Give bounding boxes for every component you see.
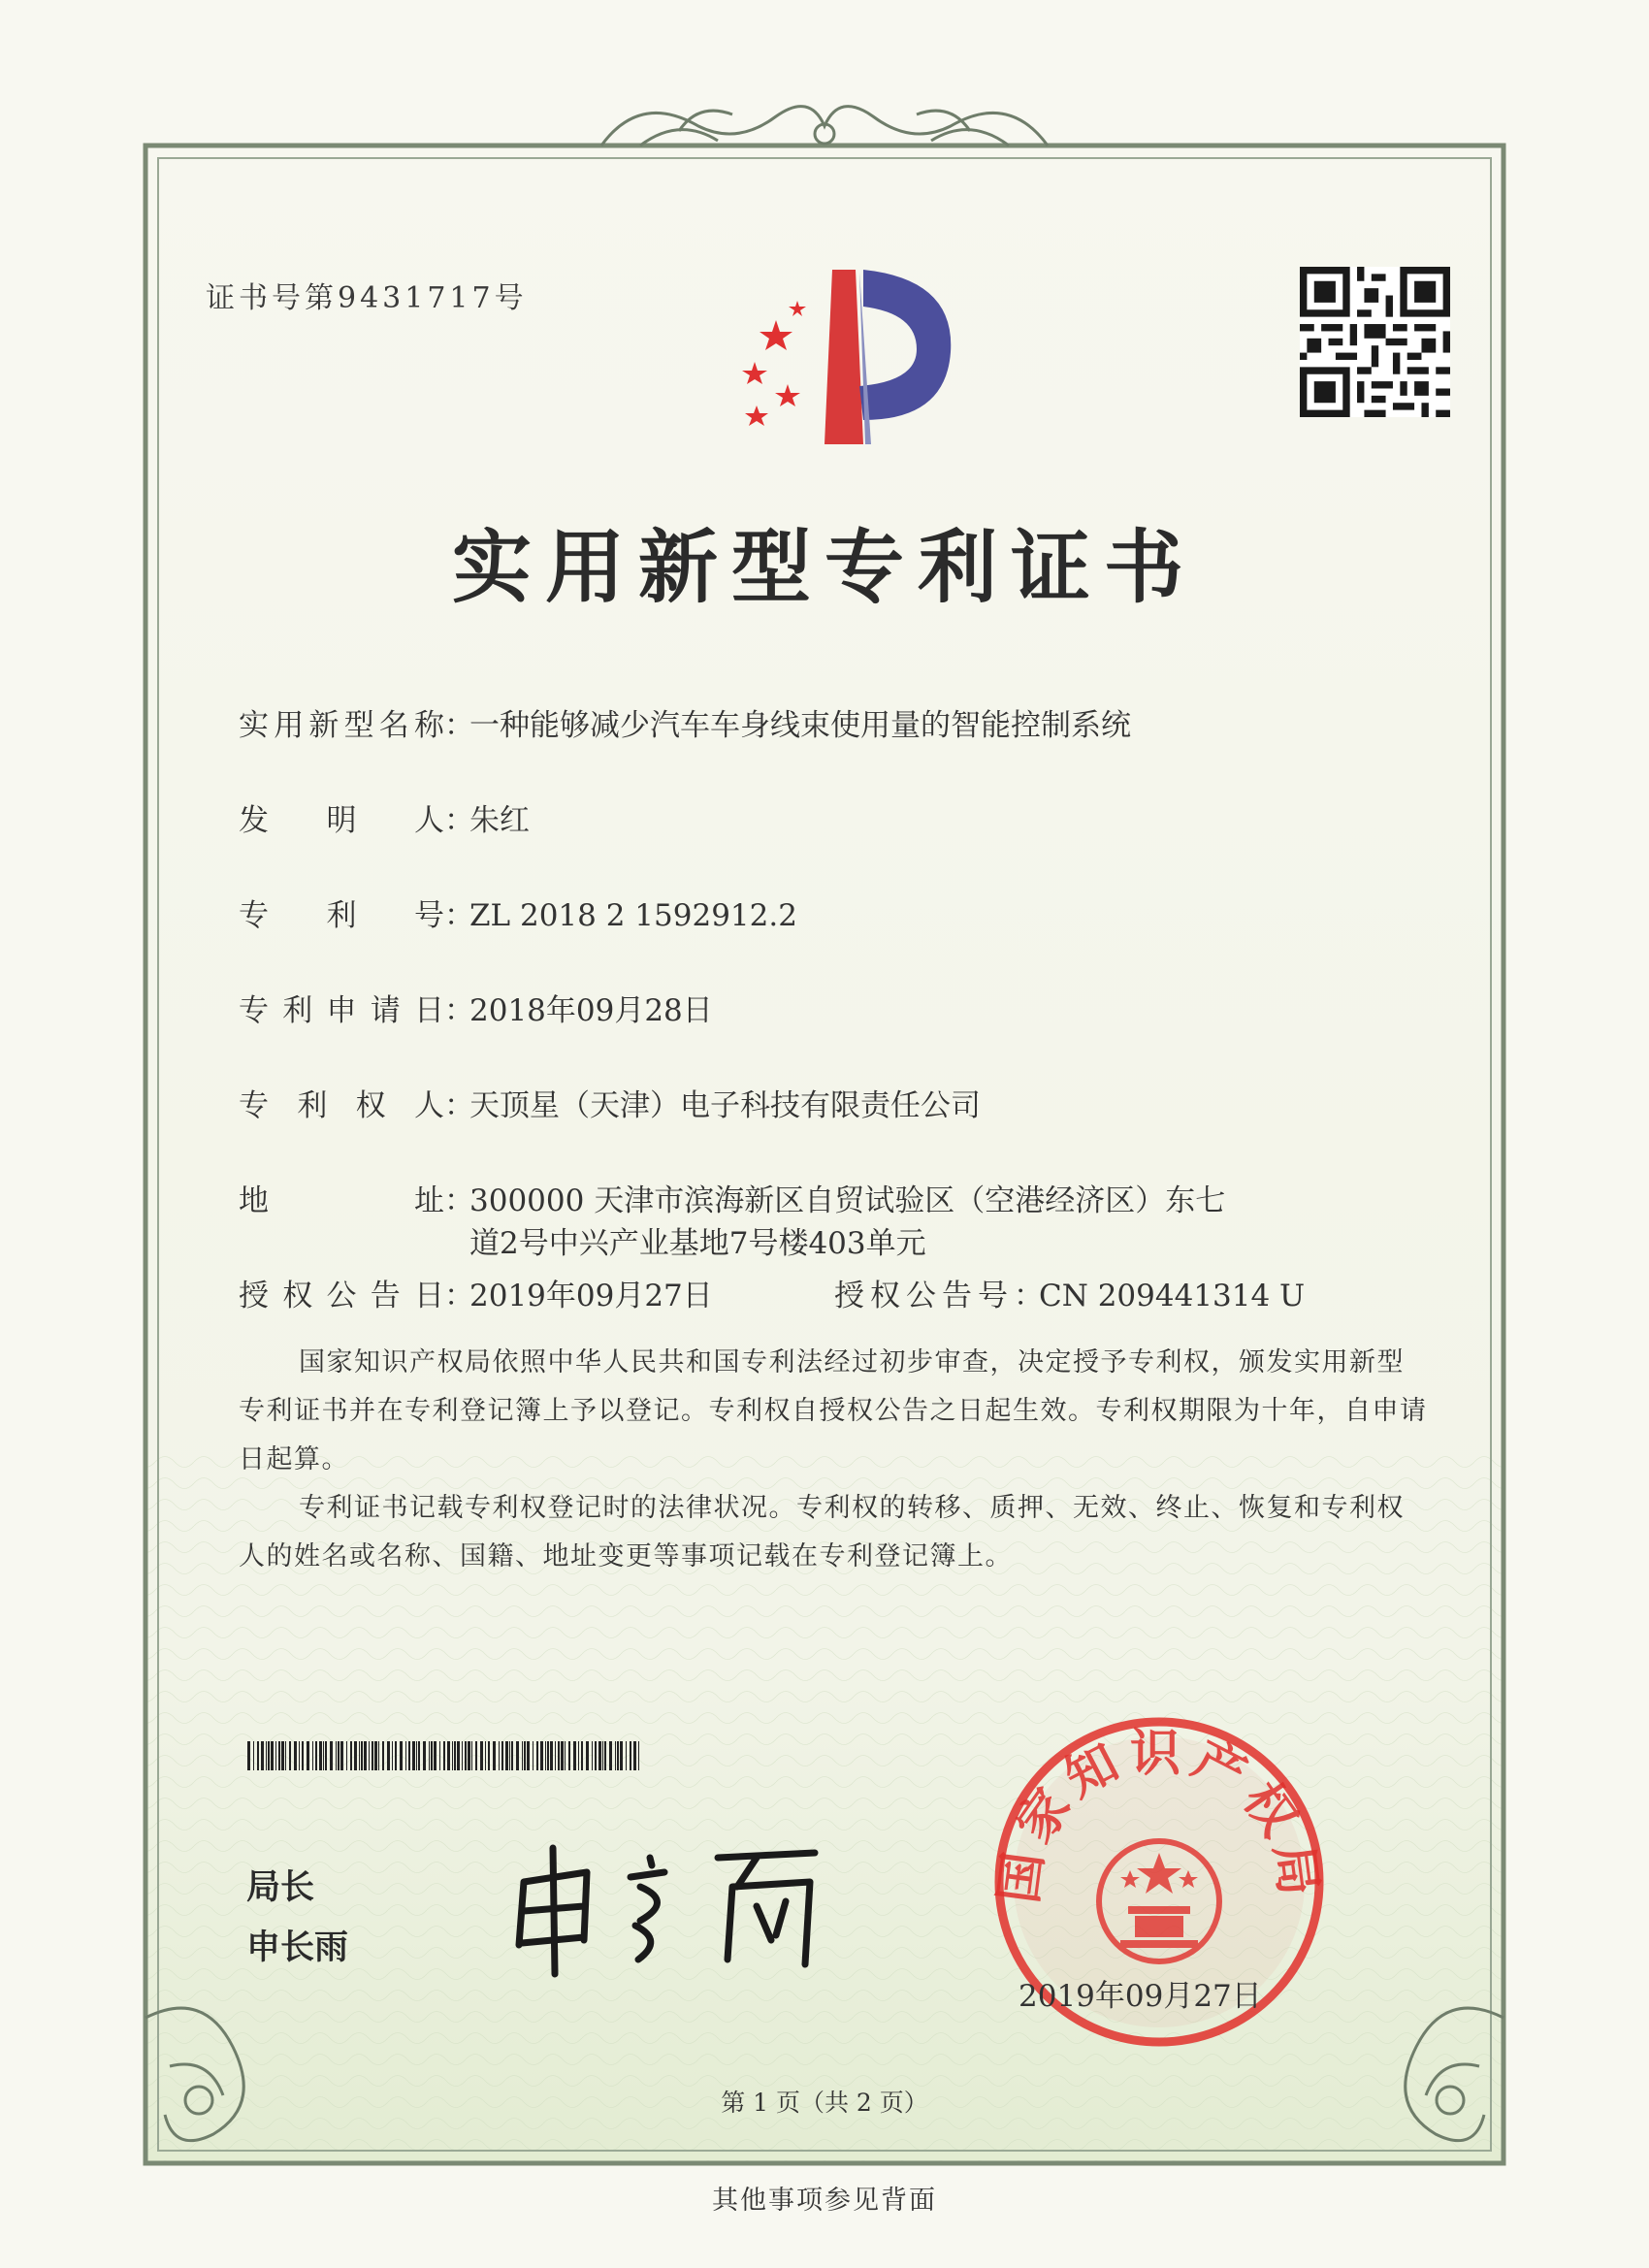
field-label: 授权公告日 [239, 1279, 444, 1313]
certificate-title: 实用新型专利证书 [451, 521, 1197, 614]
cnipa-logo-icon [718, 260, 960, 454]
seal-text: 国家知识产权局 [989, 1725, 1329, 1907]
page-number: 第 1 页（共 2 页） [721, 2089, 928, 2117]
field-utility-model-name: 实用新型名称：一种能够减少汽车车身线束使用量的智能控制系统 [239, 700, 1131, 744]
field-label: 专利号 [239, 898, 444, 933]
grant-statement: 国家知识产权局依照中华人民共和国专利法经过初步审查，决定授予专利权，颁发实用新型专利证书并在专利登记簿上予以登记。专利权自授权公告之日起生效。专利权期限为十年，自申请日起算。 [239, 1347, 1428, 1474]
back-side-note: 其他事项参见背面 [712, 2186, 937, 2216]
field-address-line2: 道2号中兴产业基地7号楼403单元 [469, 1226, 926, 1261]
director-signature [495, 1829, 863, 1984]
field-value: 2018年09月28日 [469, 993, 713, 1028]
field-label: 专利申请日 [239, 993, 444, 1028]
field-value: 300000 天津市滨海新区自贸试验区（空港经济区）东七 [469, 1183, 1226, 1218]
field-address: 地址：300000 天津市滨海新区自贸试验区（空港经济区）东七 [239, 1176, 1225, 1219]
director-title: 局长 [246, 1868, 315, 1907]
barcode-icon [247, 1741, 645, 1770]
field-value: ZL 2018 2 1592912.2 [469, 898, 797, 933]
field-inventor: 发明人：朱红 [239, 795, 530, 839]
field-value: 2019年09月27日 [469, 1279, 713, 1313]
field-value: 朱红 [469, 803, 530, 838]
legal-status-note: 专利证书记载专利权登记时的法律状况。专利权的转移、质押、无效、终止、恢复和专利权人的姓名或名称、国籍、地址变更等事项记载在专利登记簿上。 [239, 1493, 1405, 1571]
field-value: 一种能够减少汽车车身线束使用量的智能控制系统 [469, 708, 1131, 743]
field-patentee: 专利权人：天顶星（天津）电子科技有限责任公司 [239, 1081, 981, 1124]
field-value: CN 209441314 U [1039, 1279, 1306, 1313]
field-grant-number: 授权公告号：CN 209441314 U [834, 1279, 1306, 1313]
field-label: 授权公告号 [834, 1279, 1014, 1313]
director-name: 申长雨 [246, 1928, 349, 1967]
field-value: 天顶星（天津）电子科技有限责任公司 [469, 1088, 981, 1123]
field-application-date: 专利申请日：2018年09月28日 [239, 986, 713, 1029]
certificate-serial: 证书号第9431717号 [206, 281, 528, 315]
qr-code-icon [1300, 267, 1450, 417]
field-patent-number: 专利号：ZL 2018 2 1592912.2 [239, 891, 797, 934]
field-label: 发明人 [239, 803, 444, 838]
seal-date: 2019年09月27日 [1018, 1979, 1262, 2014]
field-label: 地址 [239, 1183, 444, 1218]
field-label: 专利权人 [239, 1088, 444, 1123]
field-grant-date: 授权公告日：2019年09月27日 [239, 1271, 713, 1314]
field-label: 实用新型名称 [239, 708, 444, 743]
